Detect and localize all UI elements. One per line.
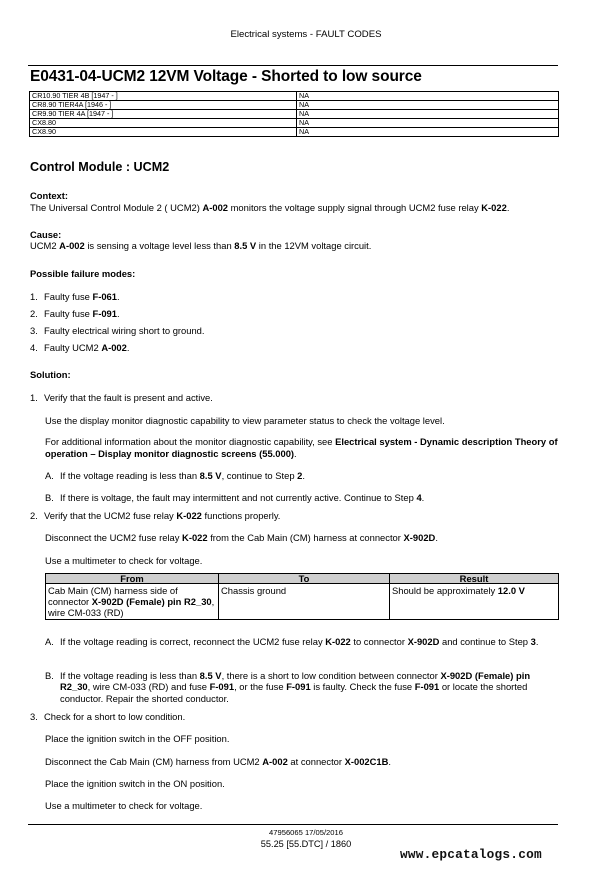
step-1-reference: For additional information about the monitor diagnostic capability, see Electrical system - Dynamic description Theory of operation – Display monitor diagnostic screens (55.000).: [45, 436, 558, 459]
context-label: Context:: [30, 190, 69, 201]
footer-doc-number: 47956065 17/05/2016: [269, 828, 343, 837]
measurement-table: [45, 573, 559, 620]
model-value: NA: [297, 110, 559, 119]
step-2: 2. Verify that the UCM2 fuse relay K-022 functions properly.: [30, 510, 281, 521]
model-value: NA: [297, 119, 559, 128]
failure-mode-item: 2. Faulty fuse F-091.: [30, 308, 120, 319]
col-to-header: To: [219, 574, 390, 584]
to-cell: Chassis ground: [219, 584, 390, 620]
from-cell: Cab Main (CM) harness side of connector X-902D (Female) pin R2_30, wire CM-033 (RD): [46, 584, 219, 620]
failure-mode-item: 1. Faulty fuse F-061.: [30, 291, 120, 302]
model-name: CR9.90 TIER 4A [1947 - ]: [30, 110, 297, 119]
step-1: 1. Verify that the fault is present and active.: [30, 392, 213, 403]
cause-label: Cause:: [30, 229, 62, 240]
step-1-para: Use the display monitor diagnostic capability to view parameter status to check the voltage level.: [45, 415, 445, 426]
step-2-option-b: B. If the voltage reading is less than 8.5 V, there is a short to low condition between connector X-902D (Female) pin R2_30, wire CM-033 (RD) and fuse F-091, or the fuse F-091 is faulty. Check the fuse F-091 or locate the shorted conductor. Repair the shorted conductor.: [45, 670, 531, 704]
step-3-para-1: Place the ignition switch in the OFF position.: [45, 733, 230, 744]
running-header: Electrical systems - FAULT CODES: [230, 29, 382, 40]
model-name: CR8.90 TIER4A [1946 - ]: [30, 101, 297, 110]
model-applicability-table: [29, 91, 559, 137]
cause-text: UCM2 A-002 is sensing a voltage level less than 8.5 V in the 12VM voltage circuit.: [30, 240, 372, 251]
step-1-option-b: B. If there is voltage, the fault may intermittent and not currently active. Continue to Step 4.: [45, 492, 425, 503]
step-3: 3. Check for a short to low condition.: [30, 711, 186, 722]
step-3-para-4: Use a multimeter to check for voltage.: [45, 800, 203, 811]
col-from-header: From: [46, 574, 219, 584]
step-2-para: Disconnect the UCM2 fuse relay K-022 from the Cab Main (CM) harness at connector X-902D.: [45, 532, 438, 543]
model-name: CX8.80: [30, 119, 297, 128]
footer-rule: [28, 824, 558, 825]
result-cell: Should be approximately 12.0 V: [390, 584, 559, 620]
measurement-row: [46, 584, 559, 620]
context-text: The Universal Control Module 2 ( UCM2) A-002 monitors the voltage supply signal through UCM2 fuse relay K-022.: [30, 202, 510, 213]
failure-mode-item: 4. Faulty UCM2 A-002.: [30, 342, 130, 353]
footer-page-number: 55.25 [55.DTC] / 1860: [260, 839, 352, 849]
step-2-para-2: Use a multimeter to check for voltage.: [45, 555, 203, 566]
step-1-option-a: A. If the voltage reading is less than 8.5 V, continue to Step 2.: [45, 470, 305, 481]
section-heading: Control Module : UCM2: [30, 160, 170, 174]
model-value: NA: [297, 101, 559, 110]
failure-modes-label: Possible failure modes:: [30, 268, 136, 279]
solution-label: Solution:: [30, 369, 71, 380]
title-top-rule: [28, 65, 558, 66]
model-row: [30, 128, 559, 137]
model-name: CX8.90: [30, 128, 297, 137]
model-row: [30, 110, 559, 119]
failure-mode-item: 3. Faulty electrical wiring short to ground.: [30, 325, 205, 336]
step-3-para-2: Disconnect the Cab Main (CM) harness from UCM2 A-002 at connector X-002C1B.: [45, 756, 392, 767]
step-3-para-3: Place the ignition switch in the ON position.: [45, 778, 225, 789]
col-result-header: Result: [390, 574, 559, 584]
model-row: [30, 119, 559, 128]
model-value: NA: [297, 128, 559, 137]
fault-code-title: E0431-04-UCM2 12VM Voltage - Shorted to low source: [30, 68, 422, 85]
model-name: CR10.90 TIER 4B [1947 - ]: [30, 92, 297, 101]
step-2-option-a: A. If the voltage reading is correct, reconnect the UCM2 fuse relay K-022 to connector X-902D and continue to Step 3.: [45, 636, 539, 647]
watermark[interactable]: www.epcatalogs.com: [400, 847, 542, 862]
measurement-header-row: [46, 574, 559, 584]
model-value: NA: [297, 92, 559, 101]
